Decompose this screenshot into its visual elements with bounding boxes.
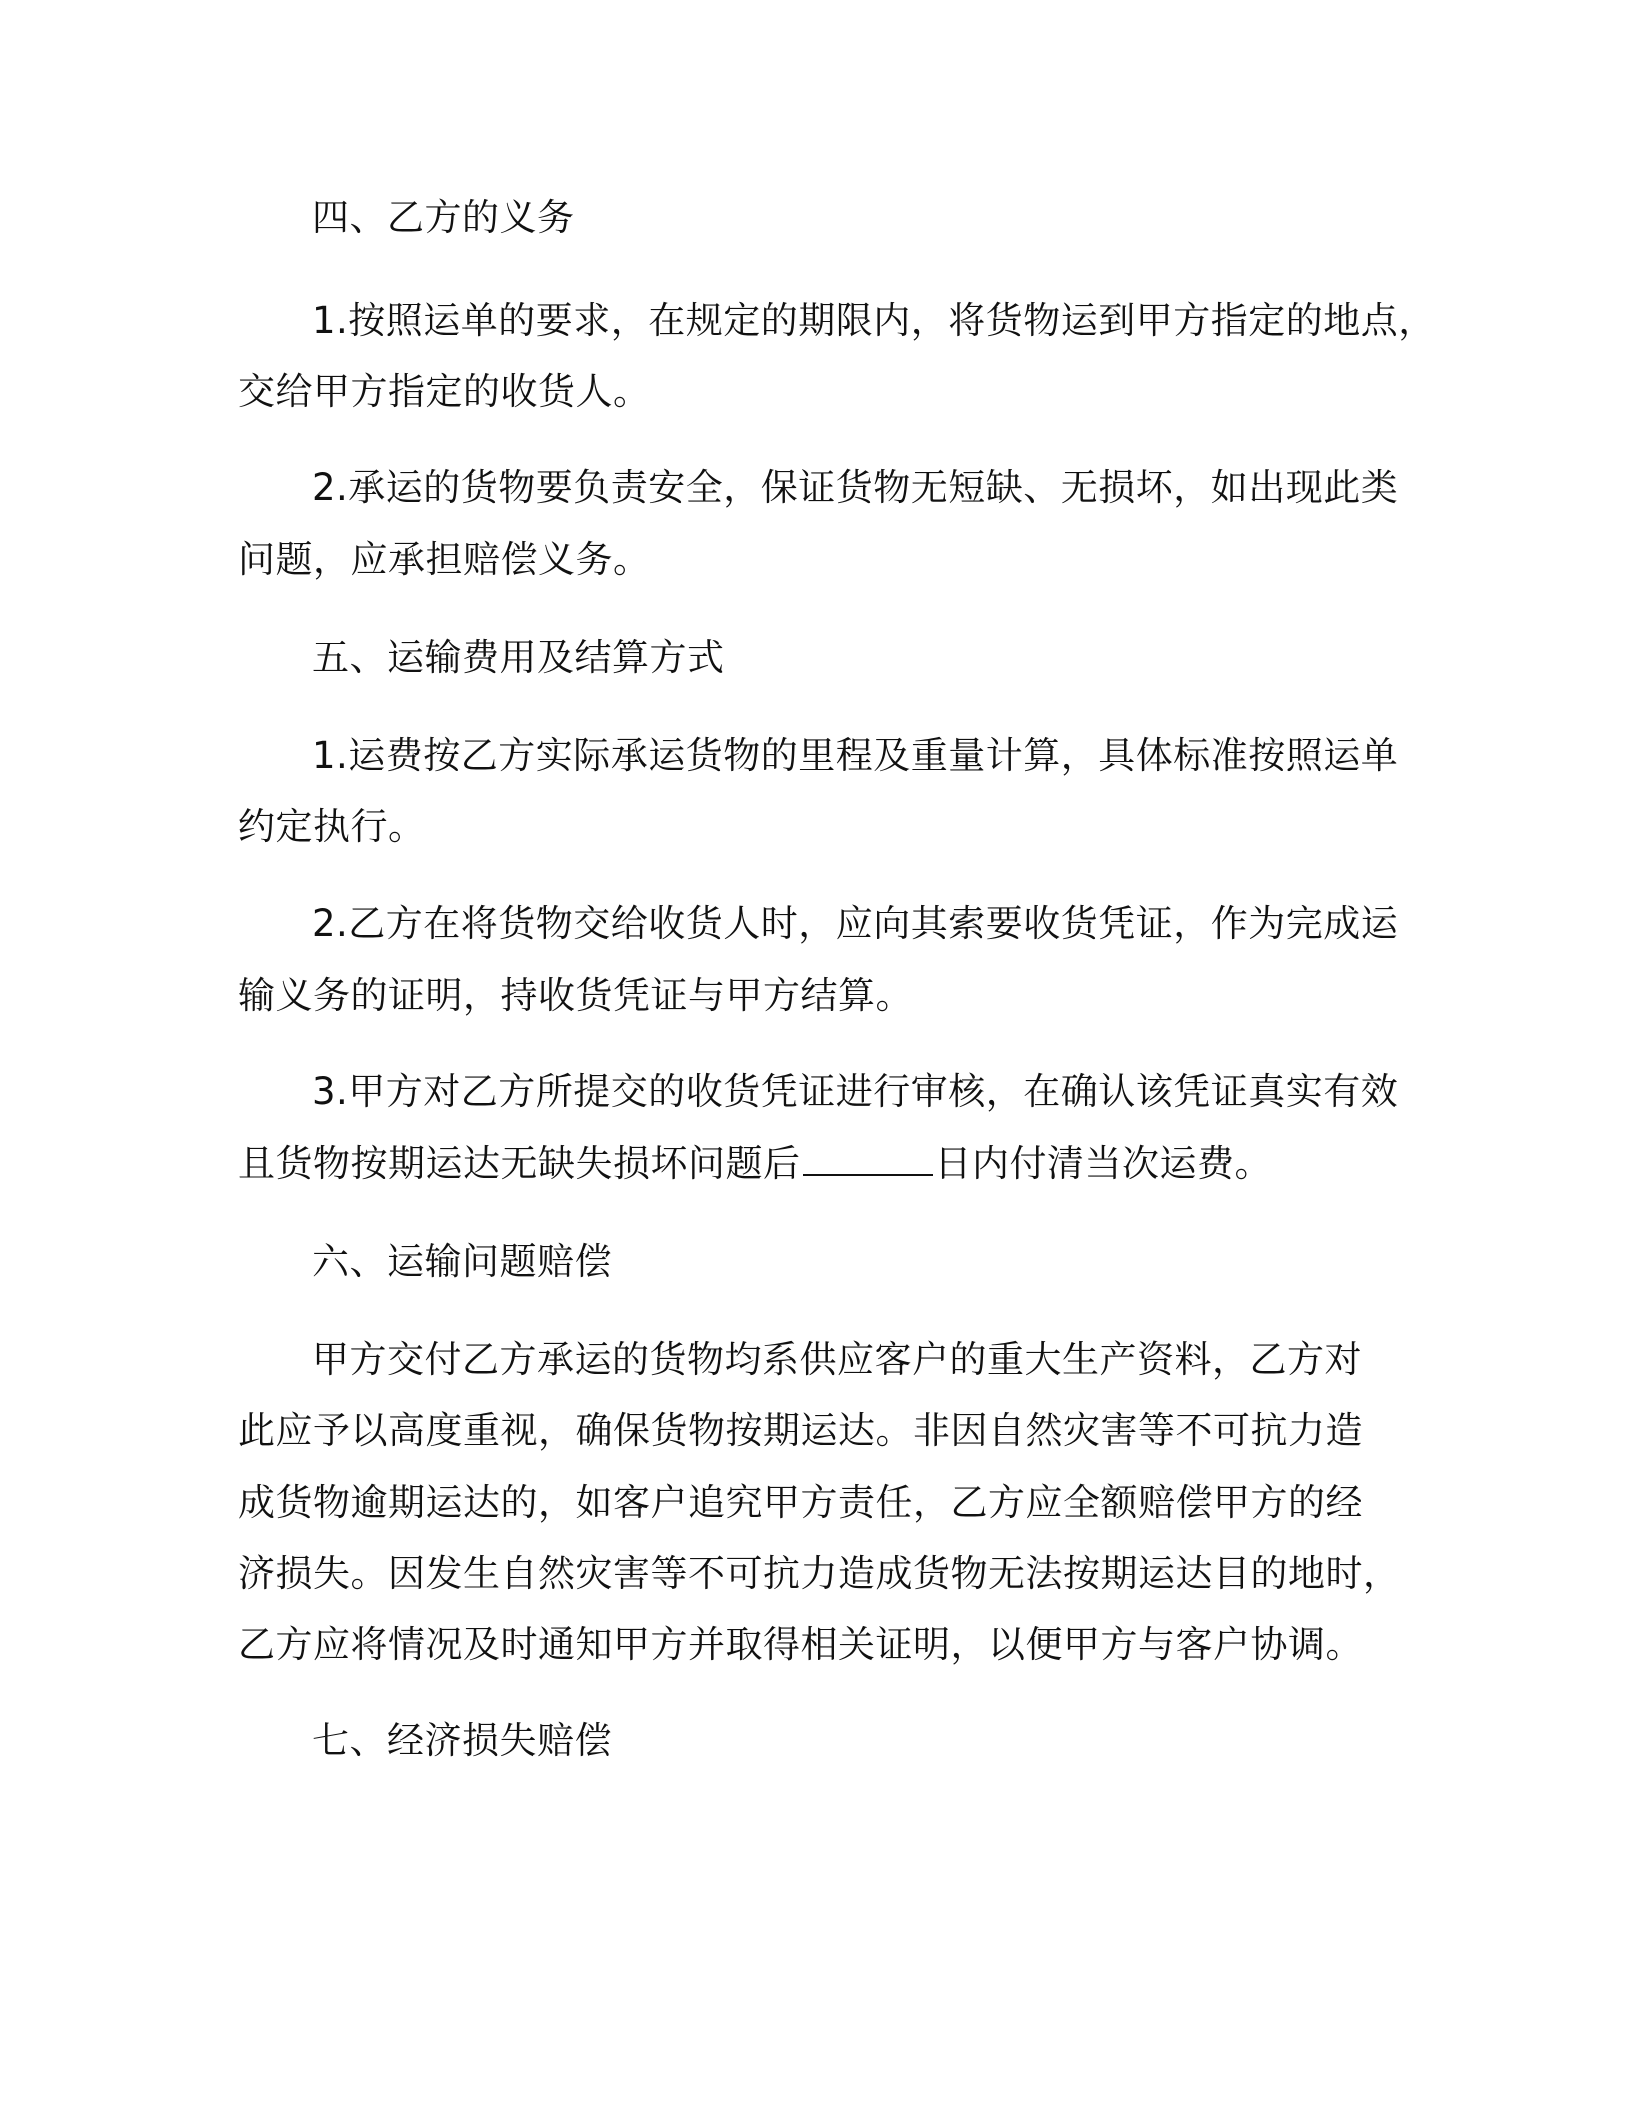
section-4-item-1-line-1: 1.按照运单的要求，在规定的期限内，将货物运到甲方指定的地点， [312, 299, 1436, 342]
section-4-heading: 四、乙方的义务 [312, 196, 575, 239]
section-5-heading: 五、运输费用及结算方式 [312, 636, 725, 679]
section-4-item-2-line-1: 2.承运的货物要负责安全，保证货物无短缺、无损坏，如出现此类 [312, 466, 1399, 509]
section-6-para-line-4: 济损失。因发生自然灾害等不可抗力造成货物无法按期运达目的地时， [238, 1552, 1401, 1595]
fill-in-blank-days [803, 1140, 933, 1176]
section-6-para-line-3: 成货物逾期运达的，如客户追究甲方责任，乙方应全额赔偿甲方的经 [238, 1481, 1363, 1524]
section-5-item-3-text-before-blank: 且货物按期运达无缺失损坏问题后 [238, 1142, 801, 1185]
section-5-item-1-line-2: 约定执行。 [238, 805, 426, 848]
section-4-item-1-line-2: 交给甲方指定的收货人。 [238, 370, 651, 413]
section-5-item-2-line-1: 2.乙方在将货物交给收货人时，应向其索要收货凭证，作为完成运 [312, 902, 1399, 945]
section-5-item-3-line-2 [238, 1140, 1272, 1188]
section-6-para-line-1: 甲方交付乙方承运的货物均系供应客户的重大生产资料，乙方对 [312, 1338, 1362, 1381]
section-6-para-line-5: 乙方应将情况及时通知甲方并取得相关证明，以便甲方与客户协调。 [238, 1623, 1363, 1666]
section-5-item-3-line-1: 3.甲方对乙方所提交的收货凭证进行审核，在确认该凭证真实有效 [312, 1070, 1399, 1113]
section-6-para-line-2: 此应予以高度重视，确保货物按期运达。非因自然灾害等不可抗力造 [238, 1409, 1363, 1452]
section-5-item-2-line-2: 输义务的证明，持收货凭证与甲方结算。 [238, 974, 913, 1017]
section-4-item-2-line-2: 问题，应承担赔偿义务。 [238, 538, 651, 581]
section-5-item-3-text-after-blank: 日内付清当次运费。 [934, 1142, 1272, 1185]
section-6-heading: 六、运输问题赔偿 [312, 1240, 612, 1283]
section-5-item-1-line-1: 1.运费按乙方实际承运货物的里程及重量计算，具体标准按照运单 [312, 734, 1399, 777]
section-7-heading: 七、经济损失赔偿 [312, 1719, 612, 1762]
